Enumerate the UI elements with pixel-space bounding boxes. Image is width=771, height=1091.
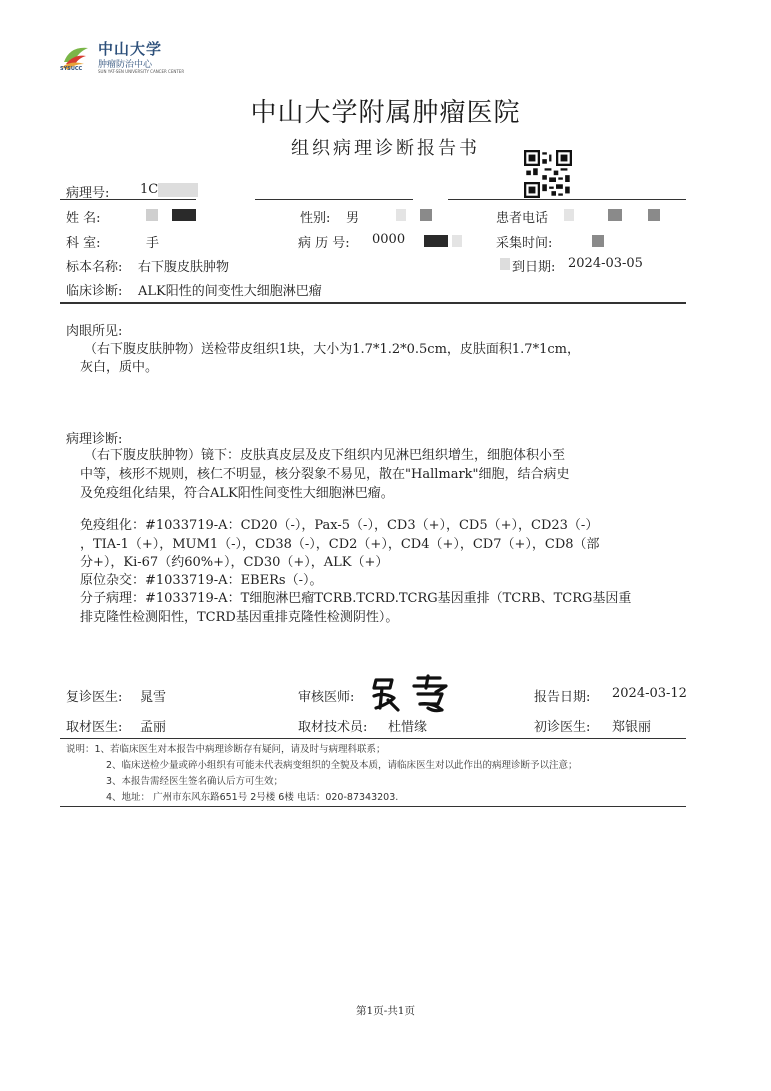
initial-doctor: 郑银丽 bbox=[612, 720, 652, 735]
gross-title: 肉眼所见: bbox=[66, 324, 123, 339]
note-line: 3、本报告需经医生签名确认后方可生效； bbox=[106, 776, 284, 787]
hospital-logo bbox=[60, 38, 185, 80]
redaction-block bbox=[172, 209, 196, 221]
review-doctor-label: 复诊医生: bbox=[66, 690, 123, 705]
molecular-line: 分子病理：#1033719-A：T细胞淋巴瘤TCRB.TCRD.TCRG基因重排（TCRB、TCRG基因重 bbox=[80, 591, 632, 606]
notes-divider-bottom bbox=[60, 806, 686, 807]
arrival-date-label: 到日期: bbox=[512, 260, 556, 275]
diagnosis-title: 病理诊断: bbox=[66, 432, 123, 447]
redaction-block bbox=[452, 235, 462, 247]
gender-value: 男 bbox=[346, 211, 360, 226]
gross-line: （右下腹皮肤肿物）送检带皮组织1块，大小为1.7*1.2*0.5cm，皮肤面积1.7*1cm， bbox=[84, 342, 580, 357]
hospital-name: 中山大学附属肿瘤医院 bbox=[250, 98, 521, 128]
dept-value: 手 bbox=[146, 236, 160, 251]
note-line: 4、地址： 广州市东风东路651号 2号楼 6楼 电话：020-87343203. bbox=[106, 792, 399, 803]
molecular-line: 排克隆性检测阳性，TCRD基因重排克隆性检测阴性）。 bbox=[80, 610, 399, 625]
dept-label: 科 室: bbox=[66, 236, 101, 251]
report-date-label: 报告日期: bbox=[534, 690, 591, 705]
section-divider bbox=[60, 302, 686, 304]
record-label: 病 历 号: bbox=[298, 236, 350, 251]
report-date: 2024-03-12 bbox=[612, 686, 687, 701]
clinical-diagnosis-value: ALK阳性的间变性大细胞淋巴瘤 bbox=[138, 284, 322, 299]
collect-time-label: 采集时间: bbox=[496, 236, 553, 251]
note-line: 2、临床送检少量或碎小组织有可能未代表病变组织的全貌及本质，请临床医生对以此作出的病理诊断予以注意； bbox=[106, 760, 578, 771]
diagnosis-line: （右下腹皮肤肿物）镜下：皮肤真皮层及皮下组织内见淋巴组织增生，细胞体积小至 bbox=[84, 448, 566, 463]
gender-label: 性别: bbox=[300, 211, 331, 226]
redaction-block bbox=[396, 209, 406, 221]
redaction-block bbox=[564, 209, 574, 221]
sampling-doctor: 孟丽 bbox=[140, 720, 167, 735]
initial-doctor-label: 初诊医生: bbox=[534, 720, 591, 735]
arrival-date-value: 2024-03-05 bbox=[568, 256, 643, 271]
sampling-tech: 杜惜缘 bbox=[388, 720, 428, 735]
diagnosis-line: 及免疫组化结果，符合ALK阳性间变性大细胞淋巴瘤。 bbox=[80, 486, 394, 501]
qr-code-icon bbox=[524, 150, 572, 198]
logo-name: 中山大学 bbox=[98, 40, 163, 58]
logo-subtitle: 肿瘤防治中心 bbox=[98, 60, 153, 70]
specimen-label: 标本名称: bbox=[66, 260, 123, 275]
redaction-block bbox=[608, 209, 622, 221]
sampling-tech-label: 取材技术员: bbox=[298, 720, 368, 735]
header-divider bbox=[255, 199, 413, 200]
diagnosis-line: 中等，核形不规则，核仁不明显，核分裂象不易见，散在"Hallmark"细胞，结合病史 bbox=[80, 467, 570, 482]
pathology-no-label: 病理号: bbox=[66, 186, 110, 201]
ish-line: 原位杂交：#1033719-A：EBERs（-）。 bbox=[80, 573, 323, 588]
logo-english: SUN YAT-SEN UNIVERSITY CANCER CENTER bbox=[98, 69, 185, 74]
record-value: 0000 bbox=[372, 232, 406, 247]
redaction-block bbox=[648, 209, 660, 221]
name-label: 姓 名: bbox=[66, 211, 101, 226]
pathology-no-value: 1C bbox=[140, 182, 159, 197]
redaction-block bbox=[158, 183, 198, 197]
logo-abbr: SYSUCC bbox=[60, 66, 83, 72]
patient-phone-label: 患者电话 bbox=[496, 211, 549, 226]
sampling-doctor-label: 取材医生: bbox=[66, 720, 123, 735]
notes-divider-top bbox=[60, 738, 686, 739]
handwritten-signature bbox=[370, 674, 454, 714]
ihc-line: 免疫组化：#1033719-A：CD20（-），Pax-5（-），CD3（+），CD5（+），CD23（-） bbox=[80, 518, 599, 533]
auditor-label: 审核医师: bbox=[298, 690, 355, 705]
report-title: 组织病理诊断报告书 bbox=[291, 138, 480, 159]
note-line: 说明：1、若临床医生对本报告中病理诊断存有疑问，请及时与病理科联系； bbox=[66, 744, 386, 755]
clinical-diagnosis-label: 临床诊断: bbox=[66, 284, 123, 299]
ihc-line: ，TIA-1（+），MUM1（-），CD38（-），CD2（+），CD4（+），CD7（+），CD8（部 bbox=[80, 537, 600, 552]
redaction-block bbox=[146, 209, 158, 221]
ihc-line: 分+），Ki-67（约60%+），CD30（+），ALK（+） bbox=[80, 555, 389, 570]
redaction-block bbox=[500, 258, 510, 270]
review-doctor: 晁雪 bbox=[140, 690, 167, 705]
redaction-block bbox=[592, 235, 604, 247]
redaction-block bbox=[424, 235, 448, 247]
redaction-block bbox=[420, 209, 432, 221]
header-divider bbox=[448, 199, 686, 200]
specimen-value: 右下腹皮肤肿物 bbox=[138, 260, 230, 275]
gross-line: 灰白，质中。 bbox=[80, 360, 159, 375]
page-footer: 第1页-共1页 bbox=[356, 1005, 415, 1017]
